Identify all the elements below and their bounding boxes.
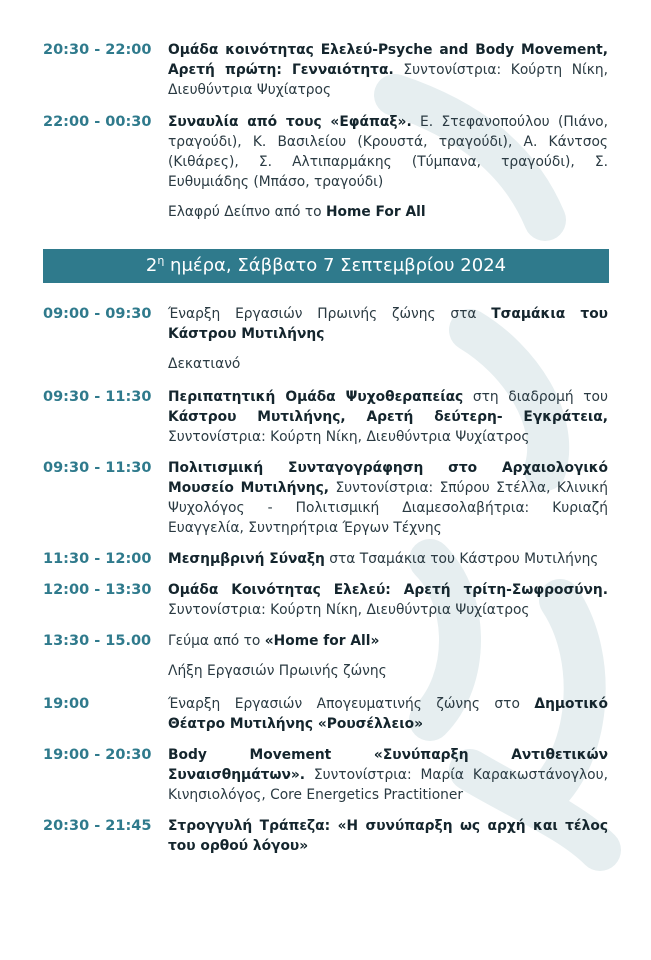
schedule-row [43,694,613,734]
session-description [168,40,608,100]
session-description [168,631,608,651]
session-detail: Συντονίστρια: Κούρτη Νίκη, Διευθύντρια Ψυχίατρος [168,429,530,445]
day-title: ημέρα, Σάββατο 7 Σεπτεμβρίου 2024 [164,255,507,276]
time-slot: 19:00 [43,696,90,712]
session-detail: Συντονίστρια: Κούρτη Νίκη, Διευθύντρια Ψυχίατρος [168,602,530,618]
schedule-row [43,631,613,651]
session-description [168,458,608,538]
session-description [168,112,608,192]
session-detail: Ελαφρύ Δείπνο από το [168,204,326,220]
session-title: Τσαμάκια του Κάστρου Μυτιλήνης [168,306,608,342]
session-title: Δημοτικό Θέατρο Μυτιλήνης «Ρουσέλλειο» [168,696,608,732]
session-description [168,816,608,856]
session-description [168,694,608,734]
session-title: Πολιτισμική Συνταγογράφηση στο Αρχαιολογικό Μουσείο Μυτιλήνης, [168,460,608,496]
session-title: Περιπατητική Ομάδα Ψυχοθεραπείας [168,389,464,405]
schedule-row [43,745,613,805]
session-detail: Ε. Στεφανοπούλου (Πιάνο, τραγούδι), Κ. Βασιλείου (Κρουστά, τραγούδι), Α. Κάντσος (Κιθάρες), Σ. Αλτιπαρμάκης (Τύμπανα, τραγούδι), Σ. Ευθυμιάδης (Μπάσο, τραγούδι) [168,114,608,190]
day-banner [43,249,609,283]
session-detail: στα Τσαμάκια του Κάστρου Μυτιλήνης [324,551,599,567]
schedule-row [43,661,613,681]
schedule-row [43,580,613,620]
session-detail: Έναρξη Εργασιών Απογευματινής ζώνης στο [168,696,535,712]
time-slot: 19:00 - 20:30 [43,747,152,763]
time-slot: 12:00 - 13:30 [43,582,152,598]
session-title: Home For All [325,204,426,220]
schedule-row [43,40,613,100]
session-detail: στη διαδρομή του [463,389,608,405]
session-detail: Συντονίστρια: Κούρτη Νίκη, Διευθύντρια Ψυχίατρος [168,62,608,98]
session-detail: Συντονίστρια: Σπύρου Στέλλα, Κλινική Ψυχολόγος - Πολιτισμική Διαμεσολαβήτρια: Κυριαζή Ευαγγελία, Συντηρήτρια Έργων Τέχνης [168,480,609,536]
first-day-tail [43,40,613,222]
session-description [168,549,608,569]
second-day-list [43,304,613,856]
session-title: Ομάδα κοινότητας Ελελεύ-Psyche and Body Movement, Αρετή πρώτη: Γενναιότητα. [168,42,608,78]
time-slot: 09:30 - 11:30 [43,460,152,476]
schedule-row [43,112,613,192]
time-slot: 13:30 - 15.00 [43,633,152,649]
schedule-row [43,387,613,447]
session-title: Μεσημβρινή Σύναξη [168,551,325,567]
session-description [168,580,608,620]
session-title: Ομάδα Κοινότητας Ελελεύ: Αρετή τρίτη-Σωφροσύνη. [168,582,608,598]
time-slot: 22:00 - 00:30 [43,114,152,130]
schedule-row [43,458,613,538]
schedule-row [43,202,613,222]
session-title: Συναυλία από τους «Εφάπαξ». [168,114,412,130]
schedule-row [43,304,613,344]
time-slot: 09:00 - 09:30 [43,306,152,322]
time-slot: 20:30 - 21:45 [43,818,152,834]
day-superscript: η [157,254,165,267]
time-slot: 11:30 - 12:00 [43,551,152,567]
session-description [168,304,608,344]
program-schedule [43,40,613,222]
session-title: «Home for All» [264,633,380,649]
session-description [168,661,608,681]
session-detail: Συντονίστρια: Μαρία Καρακωστάνογλου, Κινησιολόγος, Core Energetics Practitioner [168,767,608,803]
session-detail: Έναρξη Εργασιών Πρωινής ζώνης στα [168,306,492,322]
session-title: Body Movement «Συνύπαρξη Αντιθετικών Συναισθημάτων». [168,747,608,783]
time-slot: 09:30 - 11:30 [43,389,152,405]
schedule-row [43,549,613,569]
session-description [168,745,608,805]
day-number: 2 [145,255,158,276]
session-detail: Γεύμα από το [168,633,265,649]
session-detail: Δεκατιανό [168,356,241,372]
schedule-row [43,816,613,856]
session-description [168,202,608,222]
schedule-row [43,354,613,374]
session-detail: Λήξη Εργασιών Πρωινής ζώνης [168,663,387,679]
time-slot: 20:30 - 22:00 [43,42,152,58]
session-description [168,354,608,374]
second-day-schedule [43,304,613,856]
session-title: Στρογγυλή Τράπεζα: «Η συνύπαρξη ως αρχή και τέλος του ορθού λόγου» [168,818,608,854]
session-title: Κάστρου Μυτιλήνης, Αρετή δεύτερη- Εγκράτεια, [168,409,608,425]
session-description [168,387,608,447]
